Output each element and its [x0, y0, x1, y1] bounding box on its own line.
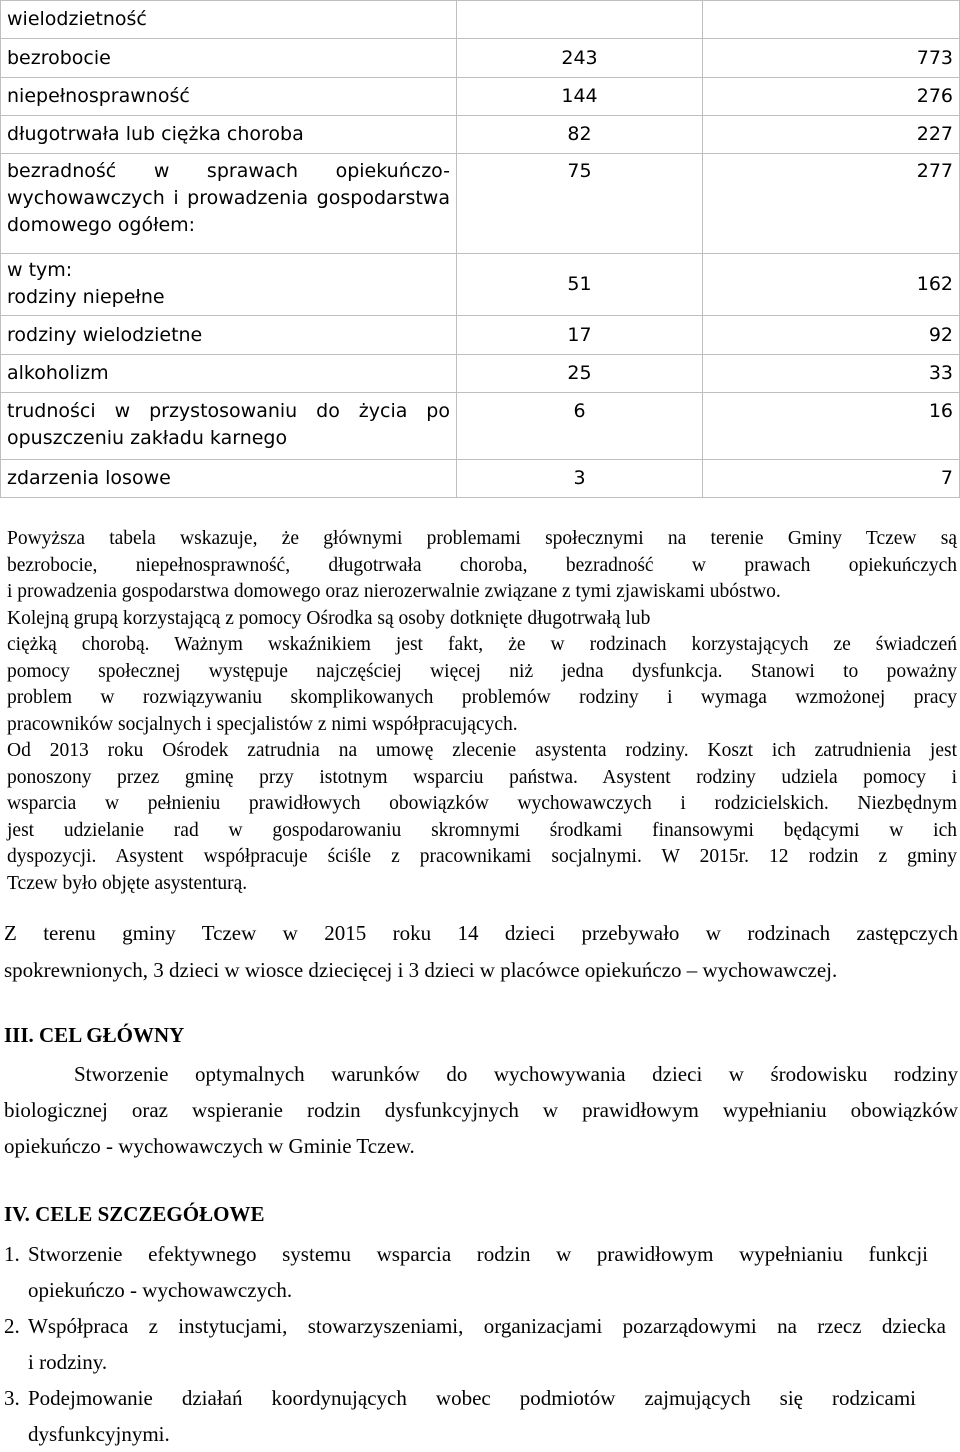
main-goal-text	[4, 1056, 958, 1164]
row-label: wielodzietność	[1, 1, 457, 39]
table-row	[1, 355, 960, 393]
value-col2: 16	[703, 393, 960, 460]
row-label: długotrwała lub ciężka choroba	[1, 116, 457, 154]
table-row	[1, 116, 960, 154]
row-label: alkoholizm	[1, 355, 457, 393]
value-col1	[457, 1, 703, 39]
text-line: dysfunkcyjnymi.	[28, 1422, 170, 1446]
text-line: Stworzenie efektywnego systemu wsparcia rodzin w prawidłowym wypełnianiu funkcji	[28, 1242, 928, 1266]
text-line: spokrewnionych, 3 dzieci w wiosce dziecięcej i 3 dzieci w placówce opiekuńczo – wychowawczej.	[4, 958, 838, 982]
value-col2: 277	[703, 154, 960, 254]
text-line: biologicznej oraz wspieranie rodzin dysfunkcyjnych w prawidłowym wypełnianiu obowiązków	[4, 1098, 958, 1122]
value-col1: 243	[457, 39, 703, 78]
row-label: zdarzenia losowe	[1, 460, 457, 498]
list-item	[4, 1308, 958, 1380]
value-col2: 227	[703, 116, 960, 154]
row-label-line: w tym:	[7, 259, 73, 281]
text-line: ponoszony przez gminę przy istotnym wsparciu państwa. Asystent rodziny udziela pomocy i	[7, 766, 957, 788]
table-row	[1, 460, 960, 498]
value-col2: 162	[703, 254, 960, 316]
row-label-line: bezradność w sprawach opiekuńczo-	[7, 160, 450, 182]
text-line: Tczew było objęte asystenturą.	[7, 872, 248, 894]
text-line: Współpraca z instytucjami, stowarzyszeniami, organizacjami pozarządowymi na rzecz dziecka	[28, 1314, 946, 1338]
section-heading-specific-goals: IV. CELE SZCZEGÓŁOWE	[4, 1202, 265, 1226]
statistics-table	[0, 0, 960, 498]
text-line: Stworzenie optymalnych warunków do wychowywania dzieci w środowisku rodziny	[74, 1062, 958, 1086]
text-line: ciężką chorobą. Ważnym wskaźnikiem jest fakt, że w rodzinach korzystających ze świadczeń	[7, 634, 957, 655]
text-line: opiekuńczo - wychowawczych.	[28, 1278, 293, 1302]
text-line: opiekuńczo - wychowawczych w Gminie Tczew.	[4, 1134, 415, 1158]
paragraph-foster-care	[4, 915, 958, 989]
section-heading-main-goal: III. CEL GŁÓWNY	[4, 1023, 185, 1047]
value-col1: 75	[457, 154, 703, 254]
row-label: bezrobocie	[1, 39, 457, 78]
row-label: niepełnosprawność	[1, 78, 457, 116]
list-number: 1.	[4, 1242, 20, 1266]
value-col2: 7	[703, 460, 960, 498]
text-line: dyspozycji. Asystent współpracuje ściśle z pracownikami socjalnymi. W 2015r. 12 rodzin z gminy	[7, 846, 957, 867]
text-line: wsparcia w pełnieniu prawidłowych obowiązków wychowawczych i rodzicielskich. Niezbędnym	[7, 793, 957, 814]
value-col2: 33	[703, 355, 960, 393]
text-line: pracowników socjalnych i specjalistów z nimi współpracujących.	[7, 713, 518, 735]
text-line: Od 2013 roku Ośrodek zatrudnia na umowę zlecenie asystenta rodziny. Koszt ich zatrudnienia jest	[7, 740, 957, 761]
table-row	[1, 254, 960, 316]
text-line: Powyższa tabela wskazuje, że głównymi problemami społecznymi na terenie Gminy Tczew są	[7, 528, 957, 549]
text-line: i rodziny.	[28, 1350, 108, 1374]
table-row	[1, 316, 960, 355]
list-number: 3.	[4, 1386, 20, 1410]
row-label-line: rodziny niepełne	[7, 286, 165, 308]
row-label	[1, 393, 457, 460]
value-col1: 17	[457, 316, 703, 355]
text-line: problem w rozwiązywaniu skomplikowanych problemów rodziny i wymaga wzmożonej pracy	[7, 687, 957, 708]
row-label-line: trudności w przystosowaniu do życia po	[7, 400, 450, 422]
row-label	[1, 254, 457, 316]
row-label	[1, 154, 457, 254]
text-line: bezrobocie, niepełnosprawność, długotrwała choroba, bezradność w prawach opiekuńczych	[7, 554, 957, 576]
value-col2: 276	[703, 78, 960, 116]
row-label-line: opuszczeniu zakładu karnego	[7, 427, 288, 449]
text-line: pomocy społecznej występuje najczęściej więcej niż jedna dysfunkcja. Stanowi to poważny	[7, 660, 957, 682]
text-line: Podejmowanie działań koordynujących wobec podmiotów zajmujących się rodzicami	[28, 1386, 916, 1410]
value-col2: 92	[703, 316, 960, 355]
text-line: jest udzielanie rad w gospodarowaniu skromnymi środkami finansowymi będącymi w ich	[7, 819, 957, 841]
table-row	[1, 154, 960, 254]
paragraph-analysis	[7, 526, 957, 897]
table-row	[1, 78, 960, 116]
text-line: Kolejną grupą korzystającą z pomocy Ośrodka są osoby dotknięte długotrwałą lub	[7, 607, 651, 629]
text-line: i prowadzenia gospodarstwa domowego oraz nierozerwalnie związane z tymi zjawiskami ubóstwo.	[7, 581, 781, 602]
value-col1: 6	[457, 393, 703, 460]
value-col1: 82	[457, 116, 703, 154]
row-label-line: wychowawczych i prowadzenia gospodarstwa	[7, 187, 450, 209]
table-row	[1, 39, 960, 78]
text-line: Z terenu gminy Tczew w 2015 roku 14 dzieci przebywało w rodzinach zastępczych	[4, 921, 958, 945]
row-label-line: domowego ogółem:	[7, 214, 196, 236]
value-col1: 51	[457, 254, 703, 316]
list-item	[4, 1380, 958, 1444]
value-col1: 25	[457, 355, 703, 393]
list-item	[4, 1236, 958, 1308]
row-label: rodziny wielodzietne	[1, 316, 457, 355]
value-col2	[703, 1, 960, 39]
value-col2: 773	[703, 39, 960, 78]
list-number: 2.	[4, 1314, 20, 1338]
table-row	[1, 393, 960, 460]
value-col1: 144	[457, 78, 703, 116]
value-col1: 3	[457, 460, 703, 498]
table-row	[1, 1, 960, 39]
